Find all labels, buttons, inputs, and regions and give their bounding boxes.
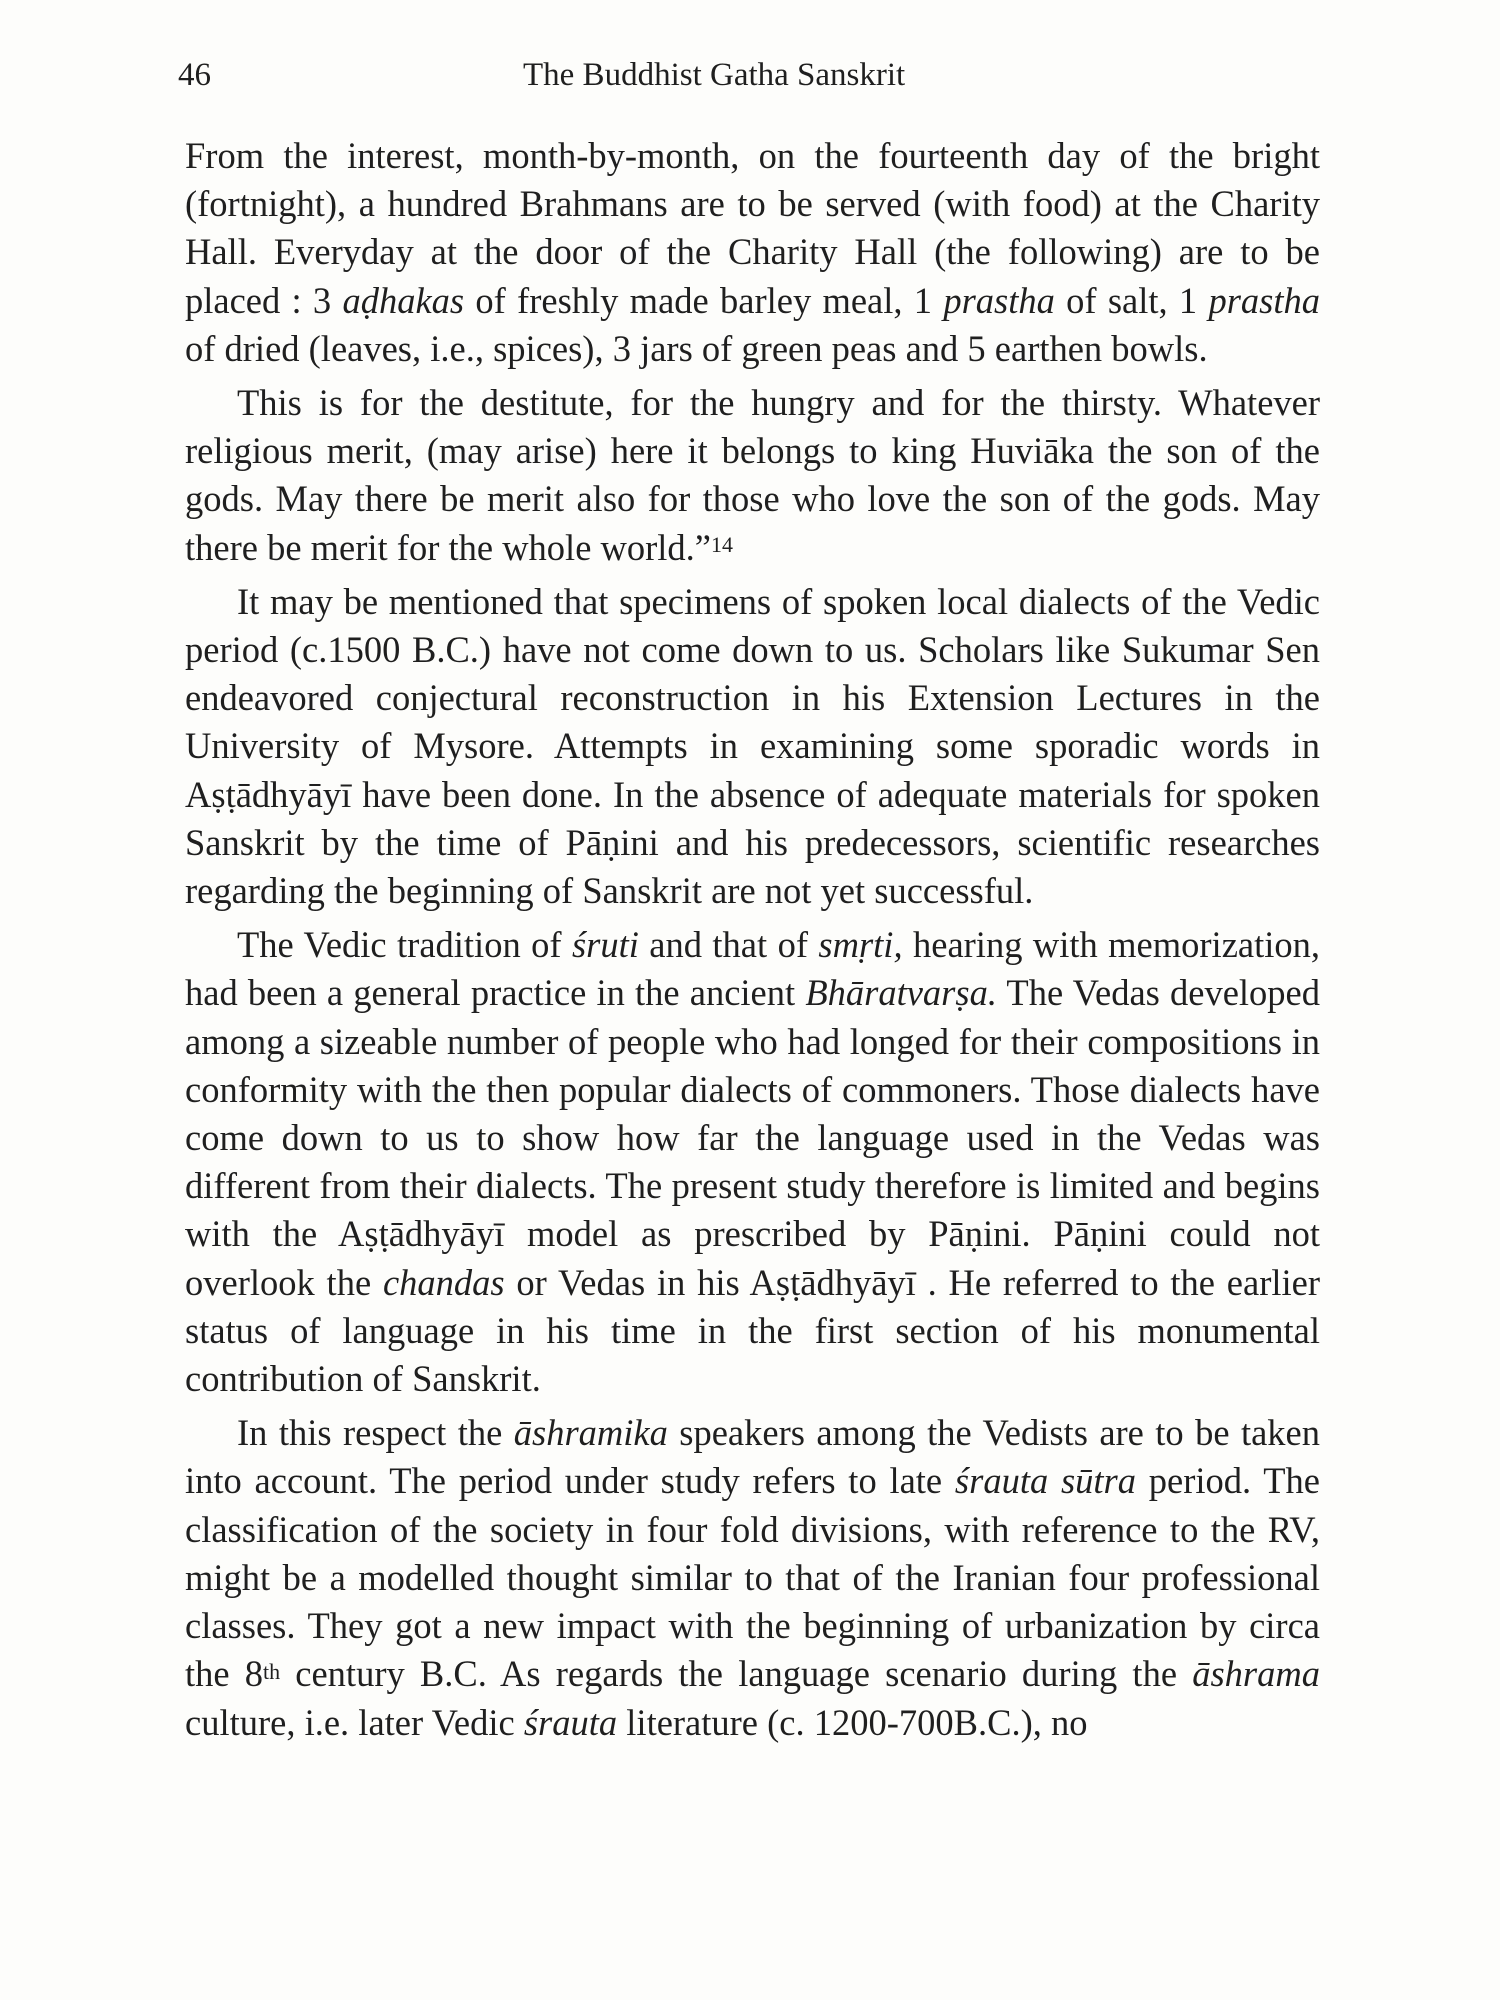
- text-run: It may be mentioned that specimens of spoken local dialects of the Vedic period (c.1500 B.C.) have not come down to us. Scholars like Sukumar Sen endeavored conjectural reconstruction in his Extension Lectures in the University of Mysore. Attempts in examining some sporadic words in Aṣṭādhyāyī have been done. In the absence of adequate materials for spoken Sanskrit by the time of Pāṇini and his predecessors, scientific researches regarding the beginning of Sanskrit are not yet successful.: [185, 580, 1320, 912]
- italic-term: śrauta: [523, 1701, 618, 1743]
- text-run: The Vedic tradition of: [237, 924, 572, 966]
- italic-term: āshramika: [513, 1412, 668, 1454]
- paragraph: [185, 379, 1320, 572]
- text-run: The Vedas developed among a sizeable number of people who had longed for their compositions in conformity with the then popular dialects of commoners. Those dialects have come down to us to show how far the language used in the Vedas was different from their dialects. The present study therefore is limited and begins with the Aṣṭādhyāyī model as prescribed by Pāṇini. Pāṇini could not overlook the: [185, 972, 1320, 1303]
- text-run: of freshly made barley meal, 1: [464, 279, 944, 321]
- text-run: This is for the destitute, for the hungry and for the thirsty. Whatever religious merit, (may arise) here it belongs to king Huviāka the son of the gods. May there be merit also for those who love the son of the gods. May there be merit for the whole world.”: [185, 382, 1320, 568]
- paragraph: [185, 132, 1320, 373]
- italic-term: āshrama: [1192, 1653, 1320, 1695]
- italic-term: śrauta sūtra: [954, 1460, 1137, 1502]
- text-run: hearing with memorization, had been a general practice in the ancient: [185, 924, 1320, 1014]
- text-run: century B.C. As regards the language scenario during the: [280, 1653, 1193, 1695]
- text-run: of dried (leaves, i.e., spices), 3 jars of green peas and 5 earthen bowls.: [185, 327, 1208, 369]
- italic-term: aḍhakas: [342, 279, 465, 321]
- text-run: period. The classification of the society in four fold divisions, with reference to the RV, might be a modelled thought similar to that of the Iranian four professional classes. They got a new impact with the beginning of urbanization by circa the 8: [185, 1460, 1320, 1695]
- text-run: or Vedas in his Aṣṭādhyāyī . He referred to the earlier status of language in his time in the first section of his monumental contribution of Sanskrit.: [185, 1261, 1320, 1400]
- text-run: literature (c. 1200-700B.C.), no: [617, 1701, 1088, 1743]
- text-run: From the interest, month-by-month, on the fourteenth day of the bright (fortnight), a hundred Brahmans are to be served (with food) at the Charity Hall. Everyday at the door of the Charity Hall (the following) are to be placed : 3: [185, 135, 1320, 321]
- page-number: 46: [178, 57, 211, 93]
- text-run: culture, i.e. later Vedic: [185, 1701, 524, 1743]
- running-title: The Buddhist Gatha Sanskrit: [523, 57, 906, 93]
- italic-term: smṛti,: [818, 924, 903, 966]
- paragraph: [185, 921, 1320, 1403]
- superscript: th: [263, 1658, 281, 1684]
- superscript: 14: [711, 531, 733, 557]
- text-run: In this respect the: [237, 1412, 514, 1454]
- italic-term: prastha: [943, 279, 1055, 321]
- italic-term: śruti: [571, 924, 639, 966]
- text-run: and that of: [638, 924, 819, 966]
- italic-term: prastha: [1208, 279, 1321, 321]
- running-head: [178, 50, 1328, 100]
- body-text: [185, 132, 1320, 1747]
- text-run: speakers among the Vedists are to be taken into account. The period under study refers to late: [185, 1412, 1320, 1502]
- text-run: of salt, 1: [1054, 279, 1209, 321]
- paragraph: [185, 578, 1320, 915]
- italic-term: Bhāratvarṣa.: [805, 972, 997, 1014]
- paragraph: [185, 1409, 1320, 1746]
- italic-term: chandas: [382, 1261, 505, 1303]
